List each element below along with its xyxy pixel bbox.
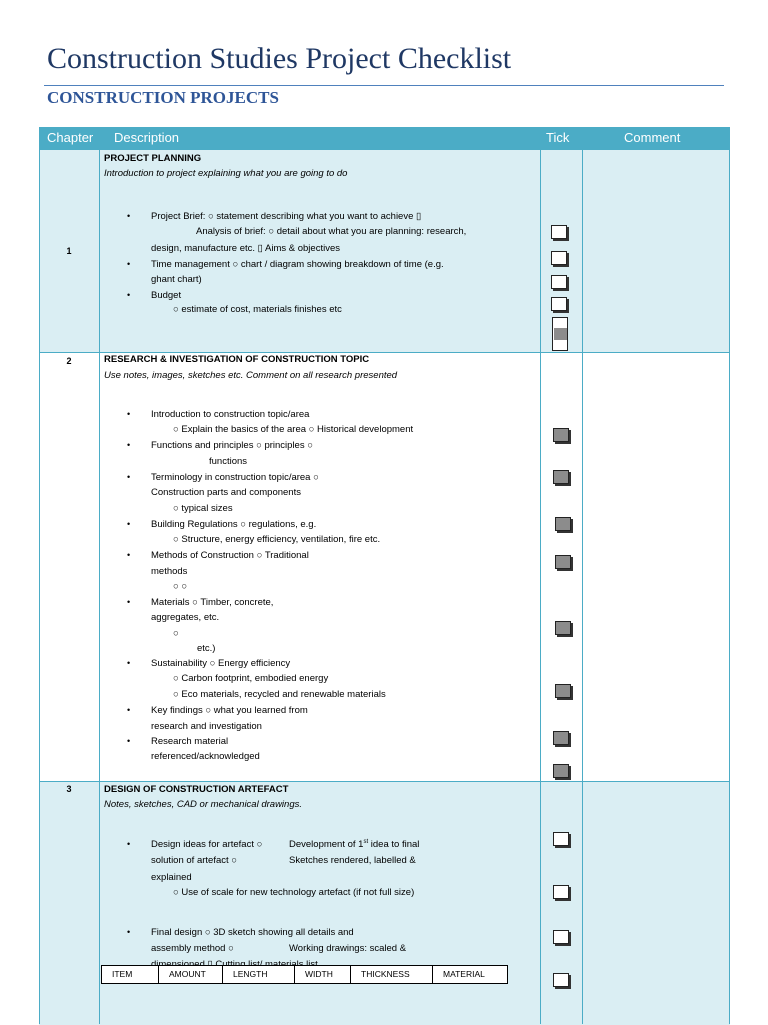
tick-checkbox[interactable] xyxy=(553,470,569,484)
section-heading: RESEARCH & INVESTIGATION OF CONSTRUCTION TOPIC xyxy=(104,354,370,365)
checklist-item: Methods of Construction ○ Traditional xyxy=(151,550,309,561)
checklist-item: ○ ○ xyxy=(173,581,188,592)
checklist-item: Design ideas for artefact ○ xyxy=(151,839,263,850)
checklist-item: Materials ○ Timber, concrete, xyxy=(151,597,274,608)
tick-checkbox[interactable] xyxy=(551,297,567,311)
cutting-list-header-length: LENGTH xyxy=(223,966,295,983)
bullet: • xyxy=(127,597,131,607)
checklist-table xyxy=(39,127,730,1024)
tick-checkbox[interactable] xyxy=(555,555,571,569)
tick-checkbox[interactable] xyxy=(553,930,569,944)
checklist-item: methods xyxy=(151,566,188,577)
cutting-list-header-amount: AMOUNT xyxy=(159,966,223,983)
section-heading: DESIGN OF CONSTRUCTION ARTEFACT xyxy=(104,784,289,795)
table-row xyxy=(39,352,730,782)
chapter-number: 2 xyxy=(66,356,72,366)
chapter-number: 3 xyxy=(66,784,72,794)
cutting-list-header-material: MATERIAL xyxy=(443,969,485,979)
section-intro: Use notes, images, sketches etc. Comment on all research presented xyxy=(104,370,398,381)
bullet: • xyxy=(127,259,131,269)
bullet: • xyxy=(127,472,131,482)
checklist-item: ○ Carbon footprint, embodied energy xyxy=(173,673,329,684)
cutting-list-header-width: WIDTH xyxy=(295,966,351,983)
checklist-item: design, manufacture etc. ▯ Aims & objectives xyxy=(151,243,340,254)
checklist-item: referenced/acknowledged xyxy=(151,751,260,762)
checklist-item: ○ Eco materials, recycled and renewable materials xyxy=(173,689,386,700)
header-comment: Comment xyxy=(624,130,681,145)
column-divider xyxy=(99,127,100,1024)
checklist-item: functions xyxy=(209,456,248,467)
checklist-item: Building Regulations ○ regulations, e.g. xyxy=(151,519,317,530)
checklist-item: ○ Structure, energy efficiency, ventilation, fire etc. xyxy=(173,534,381,545)
checklist-item: ghant chart) xyxy=(151,274,202,285)
page-title: Construction Studies Project Checklist xyxy=(47,42,512,75)
table-border-left xyxy=(39,127,40,1024)
tick-checkbox[interactable] xyxy=(555,621,571,635)
header-tick: Tick xyxy=(546,130,570,145)
tick-checkbox[interactable] xyxy=(553,973,569,987)
checklist-item: Sustainability ○ Energy efficiency xyxy=(151,658,291,669)
checklist-item: Project Brief: ○ statement describing what you want to achieve ▯ xyxy=(151,211,422,222)
checklist-item: Time management ○ chart / diagram showing breakdown of time (e.g. xyxy=(151,259,444,270)
checklist-item: Development of 1st idea to final xyxy=(289,839,420,850)
checklist-item: ○ typical sizes xyxy=(173,503,233,514)
column-divider xyxy=(540,127,541,1024)
tick-checkbox[interactable] xyxy=(551,225,567,239)
chapter-number: 1 xyxy=(66,246,72,256)
tick-checkbox[interactable] xyxy=(551,251,567,265)
checklist-item: Terminology in construction topic/area ○ xyxy=(151,472,319,483)
bullet: • xyxy=(127,519,131,529)
column-divider xyxy=(582,127,583,1024)
page-subtitle: CONSTRUCTION PROJECTS xyxy=(47,88,279,107)
cutting-list-header-item: ITEM xyxy=(102,966,159,983)
checklist-item: ○ xyxy=(173,628,179,639)
tick-checkbox[interactable] xyxy=(555,517,571,531)
tick-checkbox[interactable] xyxy=(551,275,567,289)
checklist-item: solution of artefact ○ xyxy=(151,855,238,866)
checklist-item: Key findings ○ what you learned from xyxy=(151,705,308,716)
section-heading: PROJECT PLANNING xyxy=(104,153,202,164)
checklist-item: Introduction to construction topic/area xyxy=(151,409,310,420)
tick-checkbox[interactable] xyxy=(553,832,569,846)
section-intro: Notes, sketches, CAD or mechanical drawings. xyxy=(104,799,302,810)
checklist-item: Construction parts and components xyxy=(151,487,301,498)
table-header xyxy=(39,127,730,149)
checklist-item: etc.) xyxy=(197,643,216,654)
bullet: • xyxy=(127,290,131,300)
checklist-item: ○ Explain the basics of the area ○ Historical development xyxy=(173,424,414,435)
checklist-item: Sketches rendered, labelled & xyxy=(289,855,416,866)
checklist-item: research and investigation xyxy=(151,721,262,732)
cutting-list-table xyxy=(101,965,508,984)
bullet: • xyxy=(127,736,131,746)
bullet: • xyxy=(127,211,131,221)
bullet: • xyxy=(127,927,131,937)
bullet: • xyxy=(127,409,131,419)
header-description: Description xyxy=(114,130,180,145)
tick-checkbox[interactable] xyxy=(553,764,569,778)
checklist-item: assembly method ○ xyxy=(151,943,234,954)
checklist-item: ○ estimate of cost, materials finishes etc xyxy=(173,304,342,315)
checklist-item: Functions and principles ○ principles ○ xyxy=(151,440,313,451)
bullet: • xyxy=(127,705,131,715)
bullet: • xyxy=(127,658,131,668)
checklist-item: aggregates, etc. xyxy=(151,612,220,623)
bullet: • xyxy=(127,440,131,450)
section-intro: Introduction to project explaining what you are going to do xyxy=(104,168,348,179)
table-border-right xyxy=(729,127,730,1024)
checklist-item: Research material xyxy=(151,736,229,747)
checklist-item: Final design ○ 3D sketch showing all details and xyxy=(151,927,354,938)
table-row xyxy=(39,781,730,1025)
checklist-item: ○ Use of scale for new technology artefact (if not full size) xyxy=(173,887,415,898)
cutting-list-header-thickness: THICKNESS xyxy=(351,966,433,983)
tick-checkbox[interactable] xyxy=(553,428,569,442)
bullet: • xyxy=(127,839,131,849)
tick-checkbox[interactable] xyxy=(553,885,569,899)
bullet: • xyxy=(127,550,131,560)
tick-checkbox[interactable] xyxy=(553,731,569,745)
checklist-item: Budget xyxy=(151,290,182,301)
header-chapter: Chapter xyxy=(47,130,94,145)
checklist-item: Working drawings: scaled & xyxy=(289,943,407,954)
tick-checkbox[interactable] xyxy=(552,317,568,351)
checklist-item: Analysis of brief: ○ detail about what you are planning: research, xyxy=(196,226,467,237)
title-divider xyxy=(44,85,724,86)
checklist-item: explained xyxy=(151,872,192,883)
tick-checkbox[interactable] xyxy=(555,684,571,698)
